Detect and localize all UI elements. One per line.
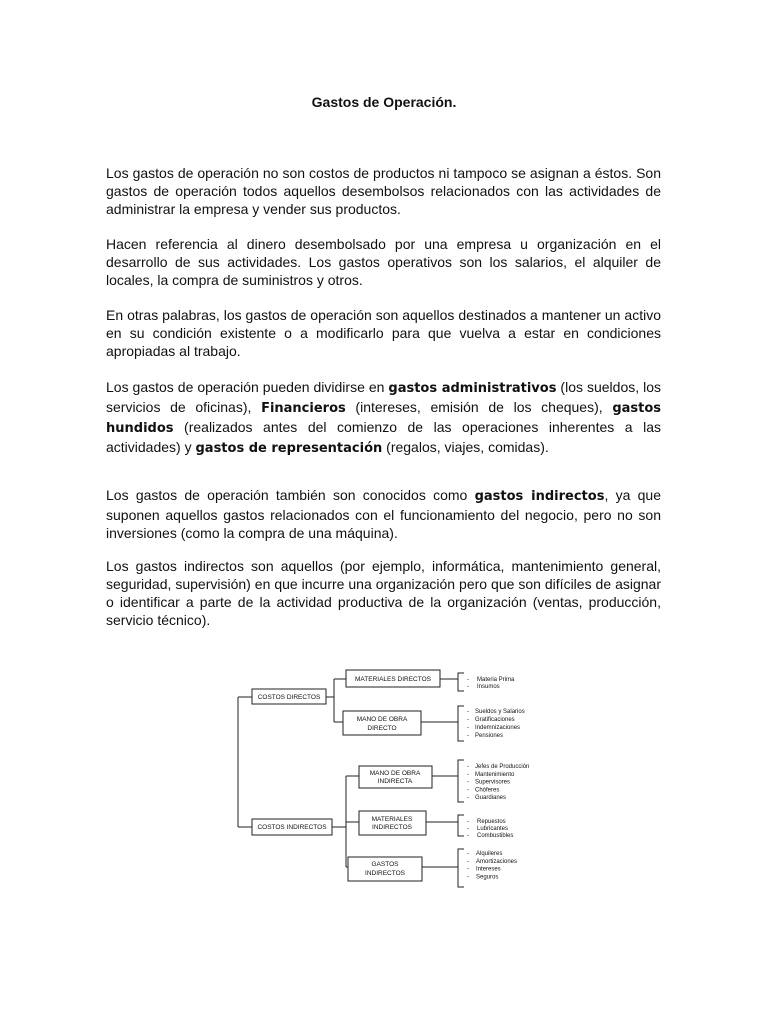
p4-bold-financieros: Financieros (261, 401, 346, 416)
leaf-item-label: Guardianes (475, 795, 507, 802)
p4-text-1: Los gastos de operación pueden dividirse en (106, 379, 389, 395)
p4-text-2: (los sueldos, los servicios de oficinas), (106, 379, 661, 415)
leaf-item-label: Indemnizaciones (475, 725, 521, 731)
leaf-item-label: Pensiones (475, 733, 504, 739)
leaf-item-label: Combustibles (477, 833, 514, 839)
p5-text-1: Los gastos de operación también son conocidos como (106, 487, 475, 503)
label-gastos-indirectos-2: INDIRECTOS (365, 870, 405, 877)
leaf-item-label: Sueldos y Salarios (475, 709, 525, 715)
leaf-item-dash: - (467, 717, 469, 723)
p4-text-4: (realizados antes del comienzo de las operaciones inherentes a las actividades) y (106, 419, 661, 455)
leaf-item-label: Lubricantes (477, 826, 509, 832)
leaf-item-dash: - (467, 709, 469, 715)
leaf-item-label: Alquileres (476, 851, 503, 857)
leaf-item-dash: - (467, 787, 469, 794)
leaf-item-dash: - (467, 858, 469, 865)
label-gastos-indirectos-1: GASTOS (371, 861, 399, 868)
leaf-item-dash: - (467, 764, 469, 770)
leaf-item-dash: - (467, 851, 469, 857)
label-mano-obra-indirecta-1: MANO DE OBRA (369, 770, 421, 777)
label-mano-obra-directo-2: DIRECTO (367, 725, 397, 732)
leaf-item-label: Insumos (477, 684, 500, 690)
leaf-item-label: Supervisores (475, 779, 511, 786)
leaf-item-dash: - (467, 874, 469, 881)
p4-text-5: (regalos, viajes, comidas). (382, 439, 549, 455)
leaf-item-dash: - (467, 819, 469, 825)
leaf-item-label: Intereses (476, 866, 501, 873)
p4-bold-gastos-administrativos: gastos administrativos (388, 381, 557, 396)
leaf-item-label: Repuestos (477, 819, 506, 825)
leaf-item-label: Seguros (476, 874, 499, 881)
leaf-item-label: Mantenimiento (475, 771, 515, 778)
paragraph-1: Los gastos de operación no son costos de productos ni tampoco se asignan a éstos. Son gastos de operación todos aquellos desembolsos relacionados con las actividades de administrar la empresa y vender sus productos. (106, 165, 661, 217)
leaf-item-dash: - (467, 826, 469, 832)
paragraph-6: Los gastos indirectos son aquellos (por ejemplo, informática, mantenimiento general, seguridad, supervisión) en que incurre una organización pero que son difíciles de asignar o identificar a parte de la actividad productiva de la organización (ventas, producción, servicio técnico). (106, 558, 661, 628)
leaf-item-group (467, 677, 529, 880)
leaf-item-label: Materia Prima (477, 677, 515, 683)
leaf-item-dash: - (467, 833, 469, 839)
leaf-item-dash: - (467, 795, 469, 802)
label-mano-obra-indirecta-2: INDIRECTA (377, 778, 413, 785)
leaf-item-label: Gratificaciones (475, 717, 515, 723)
leaf-item-dash: - (467, 771, 469, 778)
p4-text-3: (intereses, emisión de los cheques), (345, 399, 613, 415)
label-costos-directos: COSTOS DIRECTOS (257, 694, 321, 701)
p4-bold-gastos-hundidos: gastos hundidos (106, 401, 662, 436)
p5-text-2: , ya que suponen aquellos gastos relacionados con el funcionamiento del negocio, pero no son inversiones (como la compra de una máquina). (106, 487, 661, 541)
p4-bold-gastos-representacion: gastos de representación (195, 441, 383, 456)
paragraph-2: Hacen referencia al dinero desembolsado por una empresa u organización en el desarrollo de sus actividades. Los gastos operativos son los salarios, el alquiler de locales, la compra de suministros y otros. (106, 236, 661, 288)
document-title: Gastos de Operación. (311, 94, 457, 110)
p5-bold-gastos-indirectos: gastos indirectos (474, 489, 605, 504)
leaf-item-dash: - (467, 779, 469, 786)
leaf-item-dash: - (467, 733, 469, 739)
leaf-item-dash: - (467, 677, 469, 683)
leaf-item-label: Chóferes (475, 787, 500, 794)
label-costos-indirectos: COSTOS INDIRECTOS (257, 824, 327, 831)
paragraph-3: En otras palabras, los gastos de operación son aquellos destinados a mantener un activo en su condición existente o a modificarlo para que vuelva a estar en condiciones apropiadas al trabajo. (106, 307, 661, 359)
label-materiales-indirectos-2: INDIRECTOS (372, 824, 412, 831)
label-materiales-indirectos-1: MATERIALES (371, 816, 413, 823)
leaf-item-label: Jefes de Producción (475, 764, 530, 770)
leaf-item-dash: - (467, 684, 469, 690)
leaf-item-dash: - (467, 725, 469, 731)
leaf-item-dash: - (467, 866, 469, 873)
leaf-item-label: Amortizaciones (476, 858, 518, 865)
label-mano-obra-directo-1: MANO DE OBRA (356, 716, 408, 723)
label-materiales-directos: MATERIALES DIRECTOS (355, 676, 431, 683)
